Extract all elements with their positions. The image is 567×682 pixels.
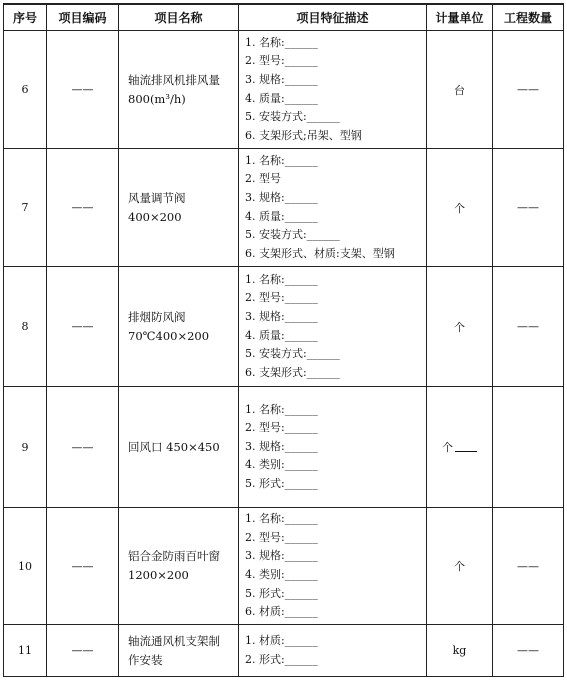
code-dash: ——: [71, 644, 94, 657]
feature-line: 1. 名称:______: [245, 512, 318, 526]
feature-line: 4. 质量:______: [245, 209, 318, 223]
feature-line: 6. 支架形式、材质:支架、型钢: [245, 246, 395, 260]
row-qty: [493, 31, 564, 149]
feature-line: 1. 名称:______: [245, 35, 318, 49]
table-row: [4, 31, 564, 149]
feature-line: 5. 形式:______: [245, 586, 318, 600]
blank-line: [455, 451, 477, 452]
feature-line: 6. 支架形式;吊架、型钢: [245, 128, 362, 142]
feature-line: 3. 规格:______: [245, 72, 318, 86]
row-unit: [427, 31, 493, 149]
unit-text: 个: [454, 201, 465, 215]
row-name: 轴流排风机排风量800(m³/h): [119, 31, 239, 149]
bill-of-quantities-table: [3, 3, 564, 677]
row-code: [47, 508, 119, 625]
row-features: [239, 387, 427, 508]
row-features: [239, 31, 427, 149]
row-features: [239, 149, 427, 267]
row-no: 7: [4, 149, 47, 267]
row-features: [239, 625, 427, 677]
row-no: 10: [4, 508, 47, 625]
row-qty: [493, 149, 564, 267]
feature-line: 4. 类别:______: [245, 568, 318, 581]
row-features: [239, 267, 427, 387]
table-row: [4, 267, 564, 387]
row-no: 8: [4, 267, 47, 387]
feature-line: 2. 型号:______: [245, 54, 318, 68]
feature-line: 2. 型号:______: [245, 421, 318, 435]
unit-text: 个: [442, 441, 453, 454]
qty-dash: ——: [517, 644, 539, 657]
row-unit: [427, 149, 493, 267]
row-unit: [427, 387, 493, 508]
row-code: [47, 31, 119, 149]
code-dash: ——: [71, 440, 94, 454]
unit-text: 台: [454, 83, 465, 97]
feature-line: 5. 形式:______: [245, 476, 318, 490]
row-code: [47, 267, 119, 387]
qty-dash: ——: [517, 559, 539, 573]
header-name: 项目名称: [119, 4, 239, 31]
code-dash: ——: [71, 559, 94, 573]
row-name: 回风口 450×450: [119, 387, 239, 508]
header-no: 序号: [4, 4, 47, 31]
feature-line: 6. 材质:______: [245, 605, 318, 619]
table-row: [4, 508, 564, 625]
feature-line: 4. 质量:______: [245, 328, 318, 342]
header-row: [4, 4, 564, 31]
row-code: [47, 387, 119, 508]
row-qty: [493, 267, 564, 387]
row-qty: [493, 625, 564, 677]
feature-line: 5. 安装方式:______: [245, 228, 340, 242]
row-no: 11: [4, 625, 47, 677]
feature-line: 2. 形式:______: [245, 652, 318, 666]
qty-dash: ——: [517, 201, 539, 214]
feature-line: 1. 材质:______: [245, 633, 318, 647]
unit-text: 个: [454, 320, 465, 334]
code-dash: ——: [71, 83, 94, 96]
row-name: 铝合金防雨百叶窗 1200×200: [119, 508, 239, 625]
feature-line: 3. 规格:______: [245, 549, 318, 563]
code-dash: ——: [71, 320, 94, 333]
header-unit: 计量单位: [427, 4, 493, 31]
table-row: [4, 625, 564, 677]
code-dash: ——: [71, 201, 94, 214]
unit-text: 个: [454, 560, 465, 573]
feature-line: 3. 规格:______: [245, 439, 318, 453]
row-unit: [427, 508, 493, 625]
table-row: [4, 387, 564, 508]
row-name: 轴流通风机支架制作安装: [119, 625, 239, 677]
header-code: 项目编码: [47, 4, 119, 31]
row-no: 6: [4, 31, 47, 149]
row-unit: [427, 625, 493, 677]
feature-line: 3. 规格:______: [245, 309, 318, 323]
feature-line: 4. 类别:______: [245, 458, 318, 472]
feature-line: 3. 规格:______: [245, 190, 318, 204]
unit-text: kg: [452, 644, 467, 657]
feature-line: 1. 名称:______: [245, 272, 318, 286]
feature-line: 2. 型号:______: [245, 291, 318, 305]
header-qty: 工程数量: [493, 4, 564, 31]
row-name: 风量调节阀 400×200: [119, 149, 239, 267]
feature-line: 2. 型号: [245, 172, 281, 186]
unit-with-blank: [442, 439, 477, 455]
row-code: [47, 625, 119, 677]
qty-dash: ——: [517, 320, 539, 333]
feature-line: 2. 型号:______: [245, 530, 318, 544]
feature-line: 5. 安装方式:______: [245, 110, 340, 124]
row-qty: [493, 387, 564, 508]
row-code: [47, 149, 119, 267]
row-no: 9: [4, 387, 47, 508]
feature-line: 4. 质量:______: [245, 91, 318, 105]
feature-line: 6. 支架形式:______: [245, 365, 340, 379]
header-features: 项目特征描述: [239, 4, 427, 31]
row-qty: [493, 508, 564, 625]
table-row: [4, 149, 564, 267]
feature-line: 1. 名称:______: [245, 153, 318, 167]
feature-line: 1. 名称:______: [245, 402, 318, 416]
feature-line: 5. 安装方式:______: [245, 347, 340, 361]
row-unit: [427, 267, 493, 387]
qty-dash: ——: [517, 83, 539, 96]
row-name: 排烟防风阀 70℃400×200: [119, 267, 239, 387]
row-features: [239, 508, 427, 625]
